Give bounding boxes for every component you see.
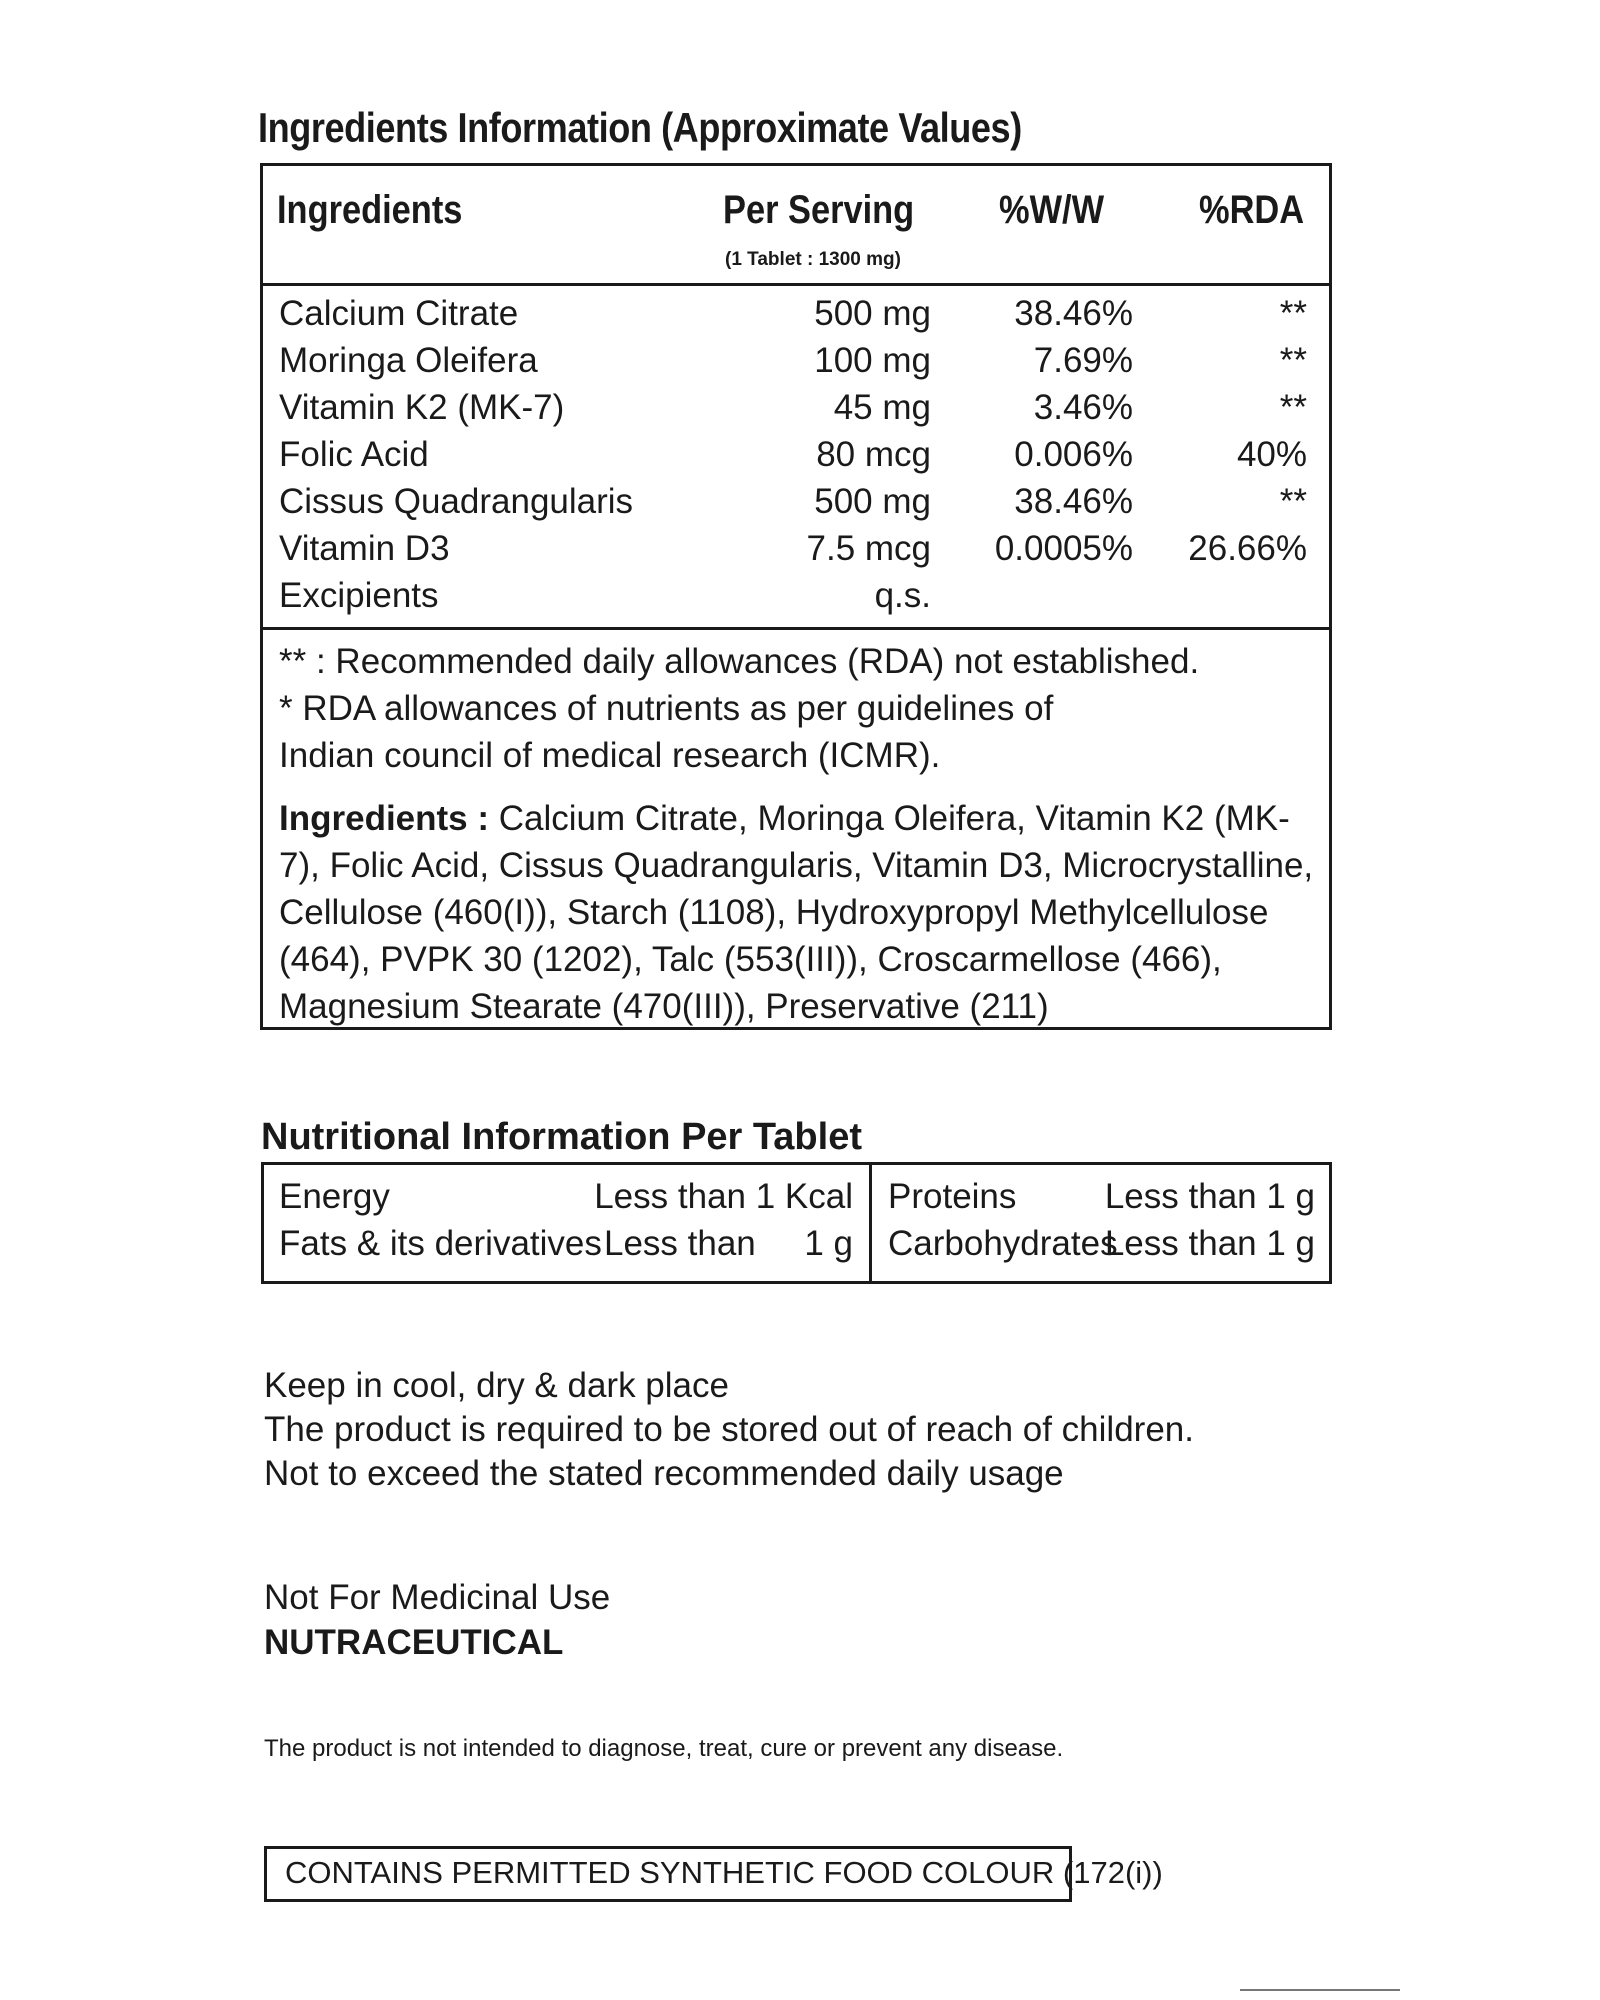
table-row xyxy=(263,576,1329,623)
ingredient-name: Folic Acid xyxy=(279,435,429,474)
carbs-label: Carbohydrates xyxy=(888,1224,1118,1263)
ingredient-rda: ** xyxy=(1279,341,1307,380)
category-label: NUTRACEUTICAL xyxy=(264,1623,564,1662)
table-row xyxy=(263,341,1329,388)
header-per-serving-note: (1 Tablet : 1300 mg) xyxy=(725,249,901,270)
energy-label: Energy xyxy=(279,1177,390,1216)
header-ww: %W/W xyxy=(999,188,1105,232)
ingredient-rda: ** xyxy=(1279,482,1307,521)
rda-note-3: Indian council of medical research (ICMR). xyxy=(279,736,941,775)
storage-line-1: Keep in cool, dry & dark place xyxy=(264,1366,729,1405)
nutrition-divider xyxy=(869,1165,872,1281)
fats-label: Fats & its derivatives xyxy=(279,1224,602,1263)
ingredient-serving: 80 mcg xyxy=(816,435,931,474)
ingredient-name: Calcium Citrate xyxy=(279,294,519,333)
ingredient-ww: 7.69% xyxy=(1033,341,1133,380)
ingredient-rda: ** xyxy=(1279,388,1307,427)
ingredients-section-title: Ingredients Information (Approximate Values) xyxy=(258,104,1022,151)
table-row xyxy=(263,388,1329,435)
disclaimer-text: The product is not intended to diagnose, treat, cure or prevent any disease. xyxy=(264,1735,1064,1762)
colour-notice-box xyxy=(264,1846,1163,1902)
ingredient-ww: 3.46% xyxy=(1033,388,1133,427)
proteins-label: Proteins xyxy=(888,1177,1017,1216)
ingredient-serving: 500 mg xyxy=(814,482,931,521)
carbs-value: Less than 1 g xyxy=(1104,1224,1315,1263)
ingredient-ww: 38.46% xyxy=(1014,482,1133,521)
ingredients-list xyxy=(279,795,1319,1030)
storage-line-3: Not to exceed the stated recommended daily usage xyxy=(264,1454,1064,1493)
ingredient-name: Cissus Quadrangularis xyxy=(279,482,634,521)
rda-note-1: ** : Recommended daily allowances (RDA) not established. xyxy=(279,642,1200,681)
proteins-value: Less than 1 g xyxy=(1104,1177,1315,1216)
nutrition-section-title: Nutritional Information Per Tablet xyxy=(261,1116,862,1158)
nutrition-table xyxy=(261,1162,1332,1284)
ingredient-serving: 100 mg xyxy=(814,341,931,380)
ingredient-serving: q.s. xyxy=(874,576,931,615)
ingredient-name: Moringa Oleifera xyxy=(279,341,538,380)
header-ingredients: Ingredients xyxy=(277,188,463,232)
ingredient-serving: 7.5 mcg xyxy=(806,529,931,568)
table-row xyxy=(263,294,1329,341)
not-medicinal-text: Not For Medicinal Use xyxy=(264,1578,611,1617)
storage-line-2: The product is required to be stored out of reach of children. xyxy=(264,1410,1194,1449)
ingredient-rda: ** xyxy=(1279,294,1307,333)
ingredient-ww: 38.46% xyxy=(1014,294,1133,333)
ingredients-notes xyxy=(263,627,1329,1030)
header-per-serving: Per Serving xyxy=(723,188,915,232)
rda-note-2: * RDA allowances of nutrients as per guidelines of xyxy=(279,689,1054,728)
ingredient-rda: 40% xyxy=(1236,435,1307,474)
table-row xyxy=(263,482,1329,529)
fats-amount: 1 g xyxy=(804,1224,853,1263)
ingredients-list-label: Ingredients : xyxy=(279,799,490,838)
ingredients-table xyxy=(260,163,1332,1030)
fats-value: Less than xyxy=(604,1224,756,1263)
table-row xyxy=(263,435,1329,482)
ingredient-name: Vitamin K2 (MK-7) xyxy=(279,388,565,427)
energy-value: Less than 1 Kcal xyxy=(594,1177,853,1216)
ingredient-ww: 0.0005% xyxy=(994,529,1133,568)
ingredients-list-text: Calcium Citrate, Moringa Oleifera, Vitamin K2 (MK-7), Folic Acid, Cissus Quadrangularis, Vitamin D3, Microcrystalline, Cellulose (460(I)), Starch (1108), Hydroxypropyl Methylcellulose (464), PVPK 30 (1202), Talc (553(III)), Croscarmellose (466), Magnesium Stearate (470(III)), Preservative (211) xyxy=(279,799,1314,1026)
ingredient-rda: 26.66% xyxy=(1188,529,1307,568)
header-rda: %RDA xyxy=(1199,188,1305,232)
ingredient-serving: 500 mg xyxy=(814,294,931,333)
ingredient-name: Excipients xyxy=(279,576,439,615)
ingredient-ww: 0.006% xyxy=(1014,435,1133,474)
colour-notice-text: CONTAINS PERMITTED SYNTHETIC FOOD COLOUR (172(i)) xyxy=(285,1855,1163,1890)
ingredient-serving: 45 mg xyxy=(833,388,931,427)
ingredient-name: Vitamin D3 xyxy=(279,529,450,568)
bottom-rule xyxy=(1240,1989,1400,1991)
ingredients-table-header xyxy=(263,166,1329,286)
table-row xyxy=(263,529,1329,576)
